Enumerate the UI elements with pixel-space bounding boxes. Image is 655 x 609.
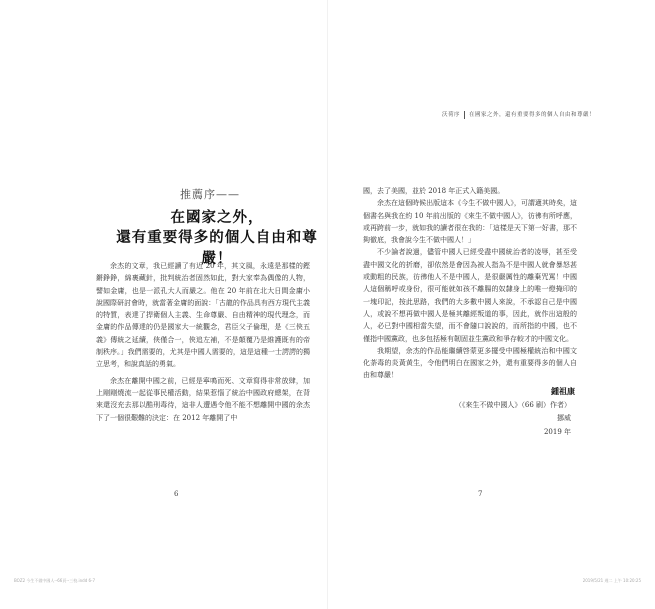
left-paragraph-2: 余杰在離開中國之前，已經是寧鳴而死、文章寫得非常放肆，加上剛剛燒流一起從事民權活動，結果惹惱了統治中國政府總架，在背來還沒充去那以酷刑毒待，這非人遭遇令他不能不想離開中國的余杰下了一個很艱難的決定：在 2012 年離開了中 xyxy=(96,376,310,422)
signature-year: 2019 年 xyxy=(543,428,571,436)
page-number-left: 6 xyxy=(174,490,179,498)
running-head xyxy=(442,110,595,119)
right-paragraph-4: 我期望，余杰的作品能繼續啓蒙更多擺受中國極權統治和中國文化荼毒的炎黃黄生，令他們明白在國家之外，還有重要得多的個人自由和尊嚴！ xyxy=(363,346,577,380)
preface-title-line-2: 還有重要得多的個人自由和尊嚴！ xyxy=(116,229,318,267)
running-head-section: 沃荷序 xyxy=(442,112,461,118)
signature-location: 挪威 xyxy=(557,414,571,422)
page-gutter xyxy=(327,0,328,609)
printer-slug-right: 2019/5/21 週二 上午 10:20:25 xyxy=(582,578,641,583)
signature-source: （《來生不做中國人》（66 刷）作者） xyxy=(454,401,571,409)
right-paragraph-3: 不少論者說過，儘管中國人已經受盡中國統治者的凌辱，甚至受盡中國文化的折磨，卻依然是會因為被人指為不是中國人就會暴怒甚或動粗的民族，彷彿他人不是中國人，是很嚴厲性的離棄咒罵！中國人這個稱呼或身份，很可能就如孩不離腸的奴隸身上的唯一燈掩印的一塊印記，按此思路，我們的大多數中國人來說，不承認自己是中國人，或說不想再做中國人是極其離經叛道的事，因此，就作出這般的人，必已對中國相當失望，而不會隨口說說的，而所指的中國，也不僅指中國黨政，也多包括極有韌固並生黨政和爭存較才的中國文化。 xyxy=(363,248,577,343)
page-number-right: 7 xyxy=(478,490,483,498)
running-head-divider xyxy=(464,111,465,119)
signature-name: 鍾祖康 xyxy=(551,386,575,396)
running-head-title: 在國家之外，還有重要得多的個人自由和尊嚴！ xyxy=(469,112,596,118)
left-paragraph-1: 余杰的文章，我已經讀了有近 20 年，其文風，永遠是那樣的鏗鏘錚錚，綿裏藏針，批判統治者固然如此，對大家奉為偶像的人物，譬如金庸，也是一派孔大人而嚴之。他在 20 年前在北大日間金庸小說國際研討會時，就當著金庸的面說：「古龍的作品具有西方現代主義的特質，表達了捍衛個人主義、生命尊嚴、自由精神的現代理念，而金庸的作品傳達的仍是國家大一統觀念，君臣父子倫理，是《三俠五義》傳統之延續，俠僅合一，俠追左補，不是顛覆乃是維護既有的帝制秩序。」我們需要的，尤其是中國人需要的，這是這種一士諤諤的獨立思考，和說真話的勇氣。 xyxy=(96,262,310,369)
left-body-text xyxy=(96,260,310,424)
preface-label: 推薦序—— xyxy=(180,188,240,201)
preface-title-line-1: 在國家之外， xyxy=(170,209,264,226)
right-paragraph-2: 余杰在這個時候出版這本《今生不做中國人》，可謂適其時矣，這個書名與我在約 10 年前出版的《來生不做中國人》，彷彿有所呼應，或再跨前一步，就如我的讀者很在我的：「這樣是天下第一好書，那不夠徹底，我會說今生不做中國人！」 xyxy=(363,199,577,245)
right-body-text xyxy=(363,185,577,382)
right-paragraph-1: 國，去了美國，並於 2018 年正式入籍美國。 xyxy=(363,187,505,195)
printer-slug-left: BOZ2 今生不做中國人--66頁--三校.indd 6-7 xyxy=(14,578,96,583)
